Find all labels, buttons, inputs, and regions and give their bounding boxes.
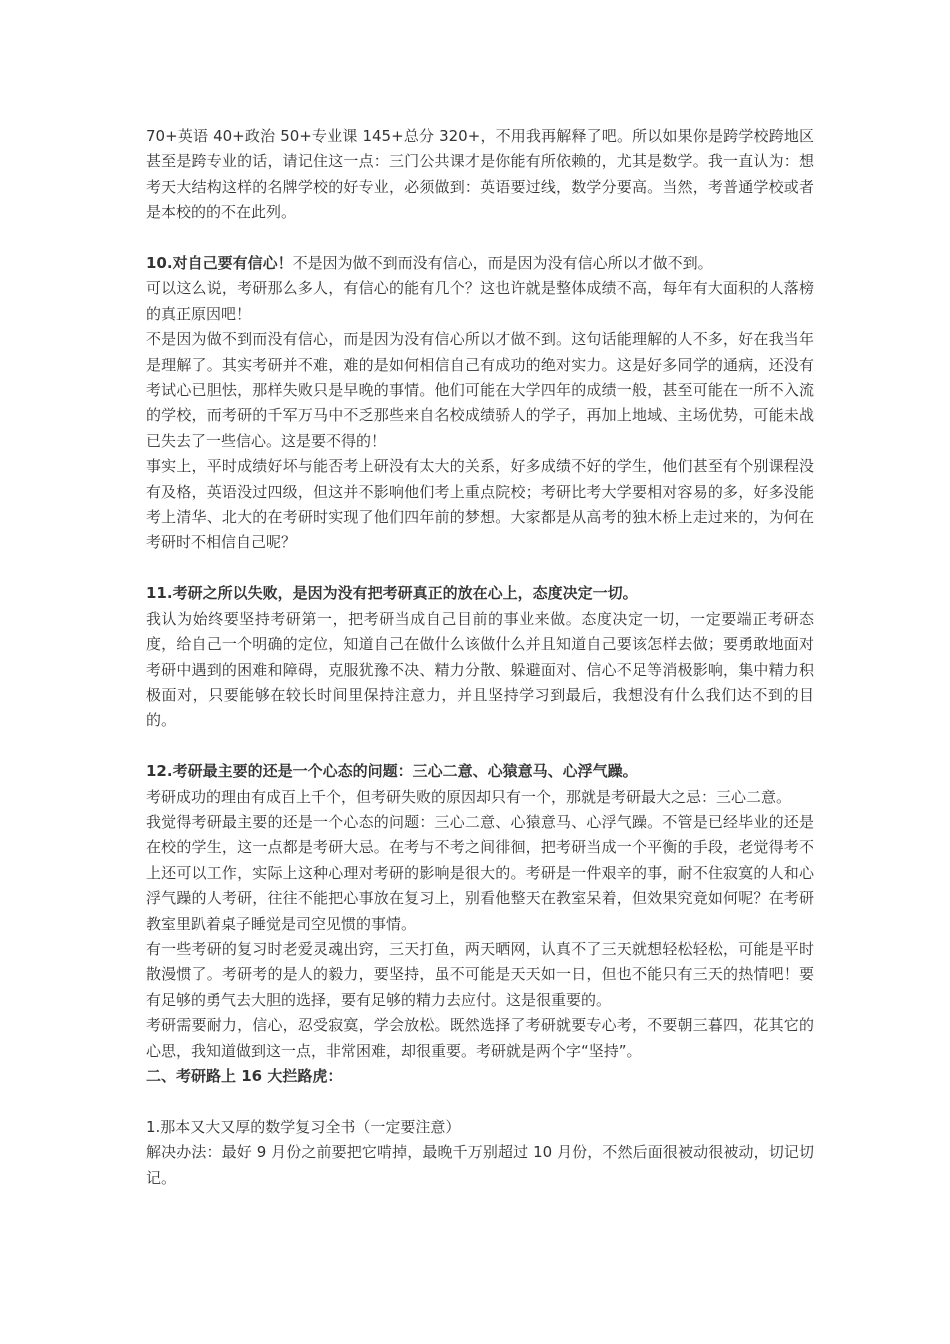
section-10-heading-tail: 不是因为做不到而没有信心，而是因为没有信心所以才做不到。	[292, 254, 713, 273]
section-10-paragraph-1: 可以这么说，考研那么多人，有信心的能有几个？这也许就是整体成绩不高，每年有大面积的人落榜的真正原因吧！	[146, 279, 814, 323]
section-12-paragraph-3: 有一些考研的复习时老爱灵魂出窍，三天打鱼，两天晒网，认真不了三天就想轻松轻松，可能是平时散漫惯了。考研考的是人的毅力，要坚持，虽不可能是天天如一日，但也不能只有三天的热情吧！要有足够的勇气去大胆的选择，要有足够的精力去应付。这是很重要的。	[146, 939, 814, 1009]
intro-paragraph: 70+英语 40+政治 50+专业课 145+总分 320+，不用我再解释了吧。所以如果你是跨学校跨地区甚至是跨专业的话，请记住这一点：三门公共课才是你能有所依赖的，尤其是数学。我一直认为：想考天大结构这样的名牌学校的好专业，必须做到：英语要过线，数学分要高。当然，考普通学校或者是本校的的不在此列。	[146, 127, 814, 222]
section-10-paragraph-3: 事实上，平时成绩好坏与能否考上研没有太大的关系，好多成绩不好的学生，他们甚至有个别课程没有及格，英语没过四级，但这并不影响他们考上重点院校；考研比考大学要相对容易的多，好多没能考上清华、北大的在考研时实现了他们四年前的梦想。大家都是从高考的独木桥上走过来的，为何在考研时不相信自己呢？	[146, 457, 814, 552]
paragraph-gap	[146, 226, 814, 251]
paragraph-gap	[146, 556, 814, 581]
tiger-1-solution: 解决办法：最好 9 月份之前要把它啃掉，最晚千万别超过 10 月份，不然后面很被动很被动，切记切记。	[146, 1143, 814, 1187]
tiger-1-title: 1.那本又大又厚的数学复习全书（一定要注意）	[146, 1117, 461, 1136]
section-10-heading-line	[146, 251, 814, 276]
section-12-heading: 12.考研最主要的还是一个心态的问题：三心二意、心猿意马、心浮气躁。	[146, 762, 638, 781]
section-12-paragraph-1: 考研成功的理由有成百上千个，但考研失败的原因却只有一个，那就是考研最大之忌：三心二意。	[146, 787, 792, 806]
part-2-heading: 二、考研路上 16 大拦路虎：	[146, 1066, 343, 1085]
section-11-heading: 11.考研之所以失败，是因为没有把考研真正的放在心上，态度决定一切。	[146, 584, 638, 603]
document-body	[146, 124, 814, 1191]
section-11-paragraph-1: 我认为始终要坚持考研第一，把考研当成自己目前的事业来做。态度决定一切，一定要端正考研态度，给自己一个明确的定位，知道自己在做什么该做什么并且知道自己要该怎样去做；要勇敢地面对考研中遇到的困难和障碍，克服犹豫不决、精力分散、躲避面对、信心不足等消极影响，集中精力积极面对，只要能够在较长时间里保持注意力，并且坚持学习到最后，我想没有什么我们达不到的目的。	[146, 609, 814, 730]
section-12-paragraph-4: 考研需要耐力，信心，忍受寂寞，学会放松。既然选择了考研就要专心考，不要朝三暮四，花其它的心思，我知道做到这一点，非常困难，却很重要。考研就是两个字“坚持”。	[146, 1016, 814, 1060]
section-10-paragraph-2: 不是因为做不到而没有信心，而是因为没有信心所以才做不到。这句话能理解的人不多，好在我当年是理解了。其实考研并不难，难的是如何相信自己有成功的绝对实力。这是好多同学的通病，还没有考试心已胆怯，那样失败只是早晚的事情。他们可能在大学四年的成绩一般，甚至可能在一所不入流的学校，而考研的千军万马中不乏那些来自名校成绩骄人的学子，再加上地域、主场优势，可能未战已失去了一些信心。这是要不得的！	[146, 330, 814, 450]
section-10-heading: 10.对自己要有信心！	[146, 254, 293, 273]
section-12-paragraph-2: 我觉得考研最主要的还是一个心态的问题：三心二意、心猿意马、心浮气躁。不管是已经毕业的还是在校的学生，这一点都是考研大忌。在考与不考之间徘徊，把考研当成一个平衡的手段，老觉得考不上还可以工作，实际上这种心理对考研的影响是很大的。考研是一件艰辛的事，耐不住寂寞的人和心浮气躁的人考研，往往不能把心事放在复习上，别看他整天在教室呆着，但效果究竟如何呢？在考研教室里趴着桌子睡觉是司空见惯的事情。	[146, 812, 814, 933]
paragraph-gap	[146, 1089, 814, 1114]
paragraph-gap	[146, 734, 814, 759]
